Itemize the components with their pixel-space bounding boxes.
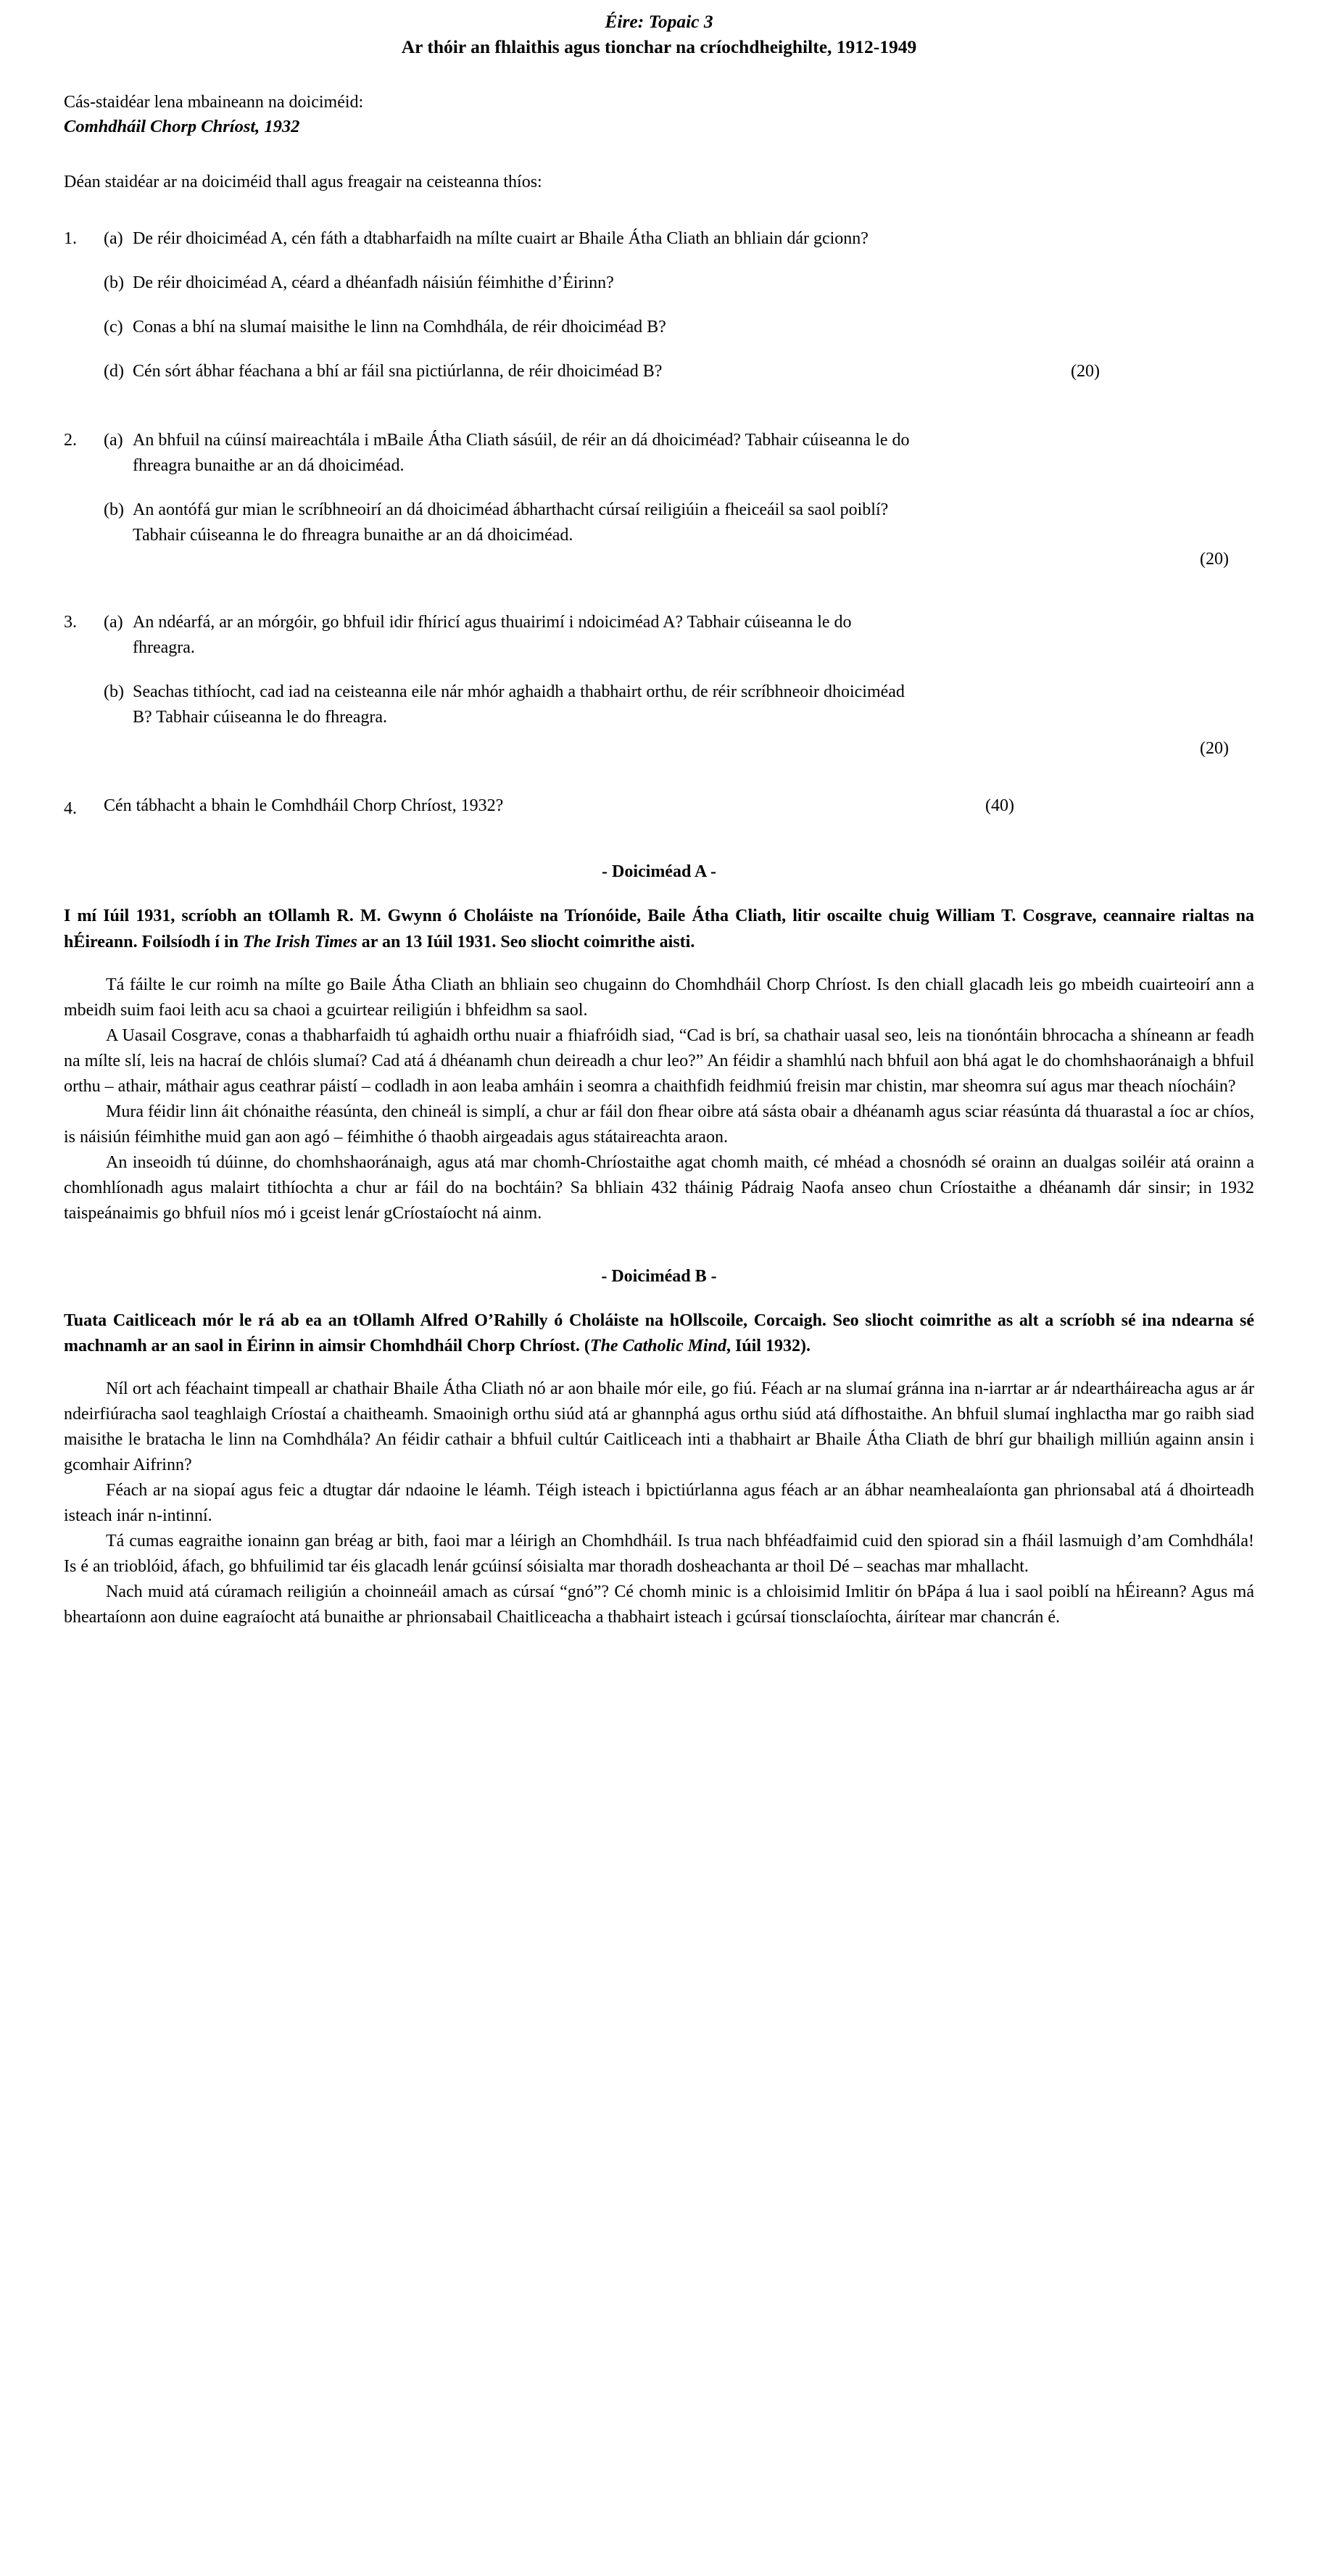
question-part-text: De réir dhoiciméad A, céard a dhéanfadh náisiún féimhithe d’Éirinn? xyxy=(133,273,614,293)
question-group-2 xyxy=(0,428,1318,569)
question-group-3 xyxy=(0,610,1318,759)
document-a-section xyxy=(0,862,1318,1226)
page-header xyxy=(0,0,1318,58)
document-b-source-title: The Catholic Mind xyxy=(589,1336,726,1355)
document-b-paragraph: Tá cumas eagraithe ionainn gan bréag ar bith, faoi mar a léirigh an Chomhdháil. Is trua nach bhféadfaimid cuid den spiorad sin a fháil lasmuigh d’am Comhdhála! Is é an trioblóid, áfach, go bhfuilimid tar éis glacadh lenár gcúinsí sóisialta mar thoradh dosheachanta ar thoil Dé – seachas mar mhallacht. xyxy=(64,1532,1254,1577)
document-b-intro-part2: , Iúil 1932). xyxy=(726,1336,811,1355)
question-text xyxy=(104,796,1014,816)
document-a-paragraph: A Uasail Cosgrave, conas a thabharfaidh tú aghaidh orthu nuair a fhiafróidh siad, “Cad is brí, sa chathair uasal seo, leis na tionóntáin bhrocacha a shíneann ar feadh na mílte slí, leis na hacraí de chlóis slumaí? Cad atá á dhéanamh chun deireadh a chur leo?” An féidir a shamhlú nach bhfuil aon bhá agat le do chomhshaoránaigh a bhfuil orthu – athair, máthair agus ceathrar páistí – codladh in aon leaba amháin i seomra a chaithfidh feidhmiú freisin mar chistin, mar sheomra suí agus mar theach níocháin? xyxy=(64,1025,1254,1096)
question-part-letter: (a) xyxy=(104,613,123,632)
document-b-paragraph: Níl ort ach féachaint timpeall ar chathair Bhaile Átha Cliath nó ar aon bhaile mór eile, go fiú. Féach ar na slumaí gránna ina n-iarrtar ar ár ndeartháireacha agus ar ár ndeirfiúracha saol teaghlaigh Críostaí a chaitheamh. Smaoinigh orthu siúd atá ar ghannphá agus orthu siúd atá dífhostaithe. An bhfuil slumaí inghlactha mar go raibh siad maisithe le bratacha le linn na Comhdhála? An féidir cathair a bhfuil cultúr Caitliceach inti a thabhairt ar Bhaile Átha Cliath de bhrí gur bhailigh milliún againn ansin i gcomhair Aifrinn? xyxy=(64,1379,1254,1475)
document-a-intro xyxy=(64,904,1254,954)
question-marks: (20) xyxy=(1200,739,1229,759)
question-part-row xyxy=(0,428,1318,479)
question-part-row xyxy=(0,315,1318,340)
case-study-block xyxy=(64,90,1318,140)
question-marks: (20) xyxy=(1200,550,1229,569)
question-part-text: Cén sórt ábhar féachana a bhí ar fáil sna pictiúrlanna, de réir dhoiciméad B? xyxy=(133,362,663,381)
document-b-label: - Doiciméad B - xyxy=(601,1266,717,1286)
question-part-text: De réir dhoiciméad A, cén fáth a dtabharfaidh na mílte cuairt ar Bhaile Átha Cliath an bhliain dár gcionn? xyxy=(133,229,869,249)
question-part-letter: (b) xyxy=(104,500,124,520)
question-part-text: Conas a bhí na slumaí maisithe le linn na Comhdhála, de réir dhoiciméad B? xyxy=(133,318,666,337)
document-b-intro xyxy=(64,1308,1254,1359)
question-part-text-with-marks xyxy=(133,359,1100,384)
questions-section xyxy=(0,226,1318,822)
document-b-paragraph: Féach ar na siopaí agus feic a dtugtar dár ndaoine le léamh. Téigh isteach i bpictiúrlanna agus féach ar an ábhar neamhealaíonta gan phrionsabal atá á dhoirteadh isteach inár n-intinní. xyxy=(64,1481,1254,1526)
document-a-paragraph: Tá fáilte le cur roimh na mílte go Baile Átha Cliath an bhliain seo chugainn do Chomhdháil Chorp Chríost. Is den chiall glacadh leis go mbeidh cuairteoirí ann a mbeidh suim faoi leith acu sa chaoi a gcuirtear reiligiún i bhfeidhm sa saol. xyxy=(64,975,1254,1020)
question-number: 2. xyxy=(64,431,77,450)
question-part-text: An aontófá gur mian le scríbhneoirí an dá dhoiciméad ábharthacht cúrsaí reiligiúin a fheiceáil sa saol poiblí? Tabhair cúiseanna le do fhreagra bunaithe ar an dá dhoiciméad. xyxy=(133,500,889,545)
question-part-row xyxy=(0,680,1318,730)
question-part-text: An ndéarfá, ar an mórgóir, go bhfuil idir fhíricí agus thuairimí i ndoiciméad A? Tabhair cúiseanna le do fhreagra. xyxy=(133,613,852,658)
document-b-section xyxy=(0,1267,1318,1630)
document-a-paragraph: Mura féidir linn áit chónaithe réasúnta, den chineál is simplí, a chur ar fáil don fhear oibre atá sásta obair a dhéanamh agus sciar réasúnta dá thuarastal a íoc ar chíos, is náisiún féimhithe muid gan aon agó – féimhithe ó thaobh airgeadais agus státaireachta araon. xyxy=(64,1102,1254,1147)
question-marks: (20) xyxy=(1071,362,1100,381)
question-part-row xyxy=(0,359,1318,384)
case-study-label: Cás-staidéar lena mbaineann na doiciméid: xyxy=(64,93,364,112)
question-part-row xyxy=(0,226,1318,252)
question-number: 1. xyxy=(64,229,77,249)
document-a-intro-part1: I mí Iúil 1931, scríobh an tOllamh R. M. Gwynn ó Choláiste na Tríonóide, Baile Átha Cliath, litir oscailte chuig William T. Cosgrave, ceannaire rialtas na hÉireann. Foilsíodh í in xyxy=(64,907,1254,951)
question-part-letter: (a) xyxy=(104,431,123,450)
document-a-source-title: The Irish Times xyxy=(242,932,357,951)
question-part-row xyxy=(0,610,1318,661)
question-number: 3. xyxy=(64,613,77,632)
document-a-intro-part2: ar an 13 Iúil 1931. Seo sliocht coimrithe aisti. xyxy=(357,932,695,951)
exam-subject-line: Éire: Topaic 3 xyxy=(605,11,713,32)
document-b-intro-part1: Tuata Caitliceach mór le rá ab ea an tOllamh Alfred O’Rahilly ó Choláiste na hOllscoile, Corcaigh. Seo sliocht coimrithe as alt a scríobh sé ina ndearna sé machnamh ar an saol in Éirinn in aimsir Chomhdháil Chorp Chríost. ( xyxy=(64,1310,1254,1355)
document-a-paragraph: An inseoidh tú dúinne, do chomhshaoránaigh, agus atá mar chomh-Chríostaithe agat chomh maith, cé mhéad a chosnódh sé orainn an dualgas soiléir atá orainn a chomhlíonadh agus malairt tithíochta a chur ar fáil do na bochtáin? Sa bhliain 432 tháinig Pádraig Naofa anseo chun Críostaithe a dhéanamh dár sinsir; in 1932 taispeánaimis go bhfuil níos mó i gceist lenár gCríostaíocht ná ainm. xyxy=(64,1152,1254,1223)
question-part-letter: (b) xyxy=(104,682,124,702)
question-part-row xyxy=(0,271,1318,296)
question-part-text: Seachas tithíocht, cad iad na ceisteanna eile nár mhór aghaidh a thabhairt orthu, de réir scríbhneoir dhoiciméad B? Tabhair cúiseanna le do fhreagra. xyxy=(133,682,905,727)
question-part-text: An bhfuil na cúinsí maireachtála i mBaile Átha Cliath sásúil, de réir an dá dhoiciméad? Tabhair cúiseanna le do fhreagra bunaithe ar an dá dhoiciméad. xyxy=(133,431,910,476)
question-number: 4. xyxy=(64,799,77,819)
instruction-line: Déan staidéar ar na doiciméid thall agus freagair na ceisteanna thíos: xyxy=(64,173,542,192)
question-part-letter: (c) xyxy=(104,318,123,337)
question-marks: (40) xyxy=(985,796,1014,816)
exam-topic-line: Ar thóir an fhlaithis agus tionchar na críochdheighilte, 1912-1949 xyxy=(401,36,917,58)
case-study-title: Comhdháil Chorp Chríost, 1932 xyxy=(64,117,300,137)
question-part-row xyxy=(0,498,1318,548)
document-b-paragraph: Nach muid atá cúramach reiligiún a choinneáil amach as cúrsaí “gnó”? Cé chomh minic is a chloisimid Imlitir ón bPápa á lua i saol poiblí na hÉireann? Agus má bheartaíonn aon duine eagraíocht atá bunaithe ar phrionsabail Chaitliceacha a thabhairt isteach i gcúrsaí tionsclaíochta, áirítear mar chancrán é. xyxy=(64,1582,1254,1627)
document-a-label: - Doiciméad A - xyxy=(602,862,716,882)
page-bottom-spacer xyxy=(0,1630,1318,1649)
question-group-4 xyxy=(0,796,1318,822)
document-a-body xyxy=(64,973,1254,1226)
question-part-letter: (b) xyxy=(104,273,124,293)
question-part-letter: (d) xyxy=(104,362,124,381)
question-group-1 xyxy=(0,226,1318,384)
question-text-label: Cén tábhacht a bhain le Comhdháil Chorp Chríost, 1932? xyxy=(104,796,504,816)
document-b-body xyxy=(64,1376,1254,1630)
question-part-letter: (a) xyxy=(104,229,123,249)
